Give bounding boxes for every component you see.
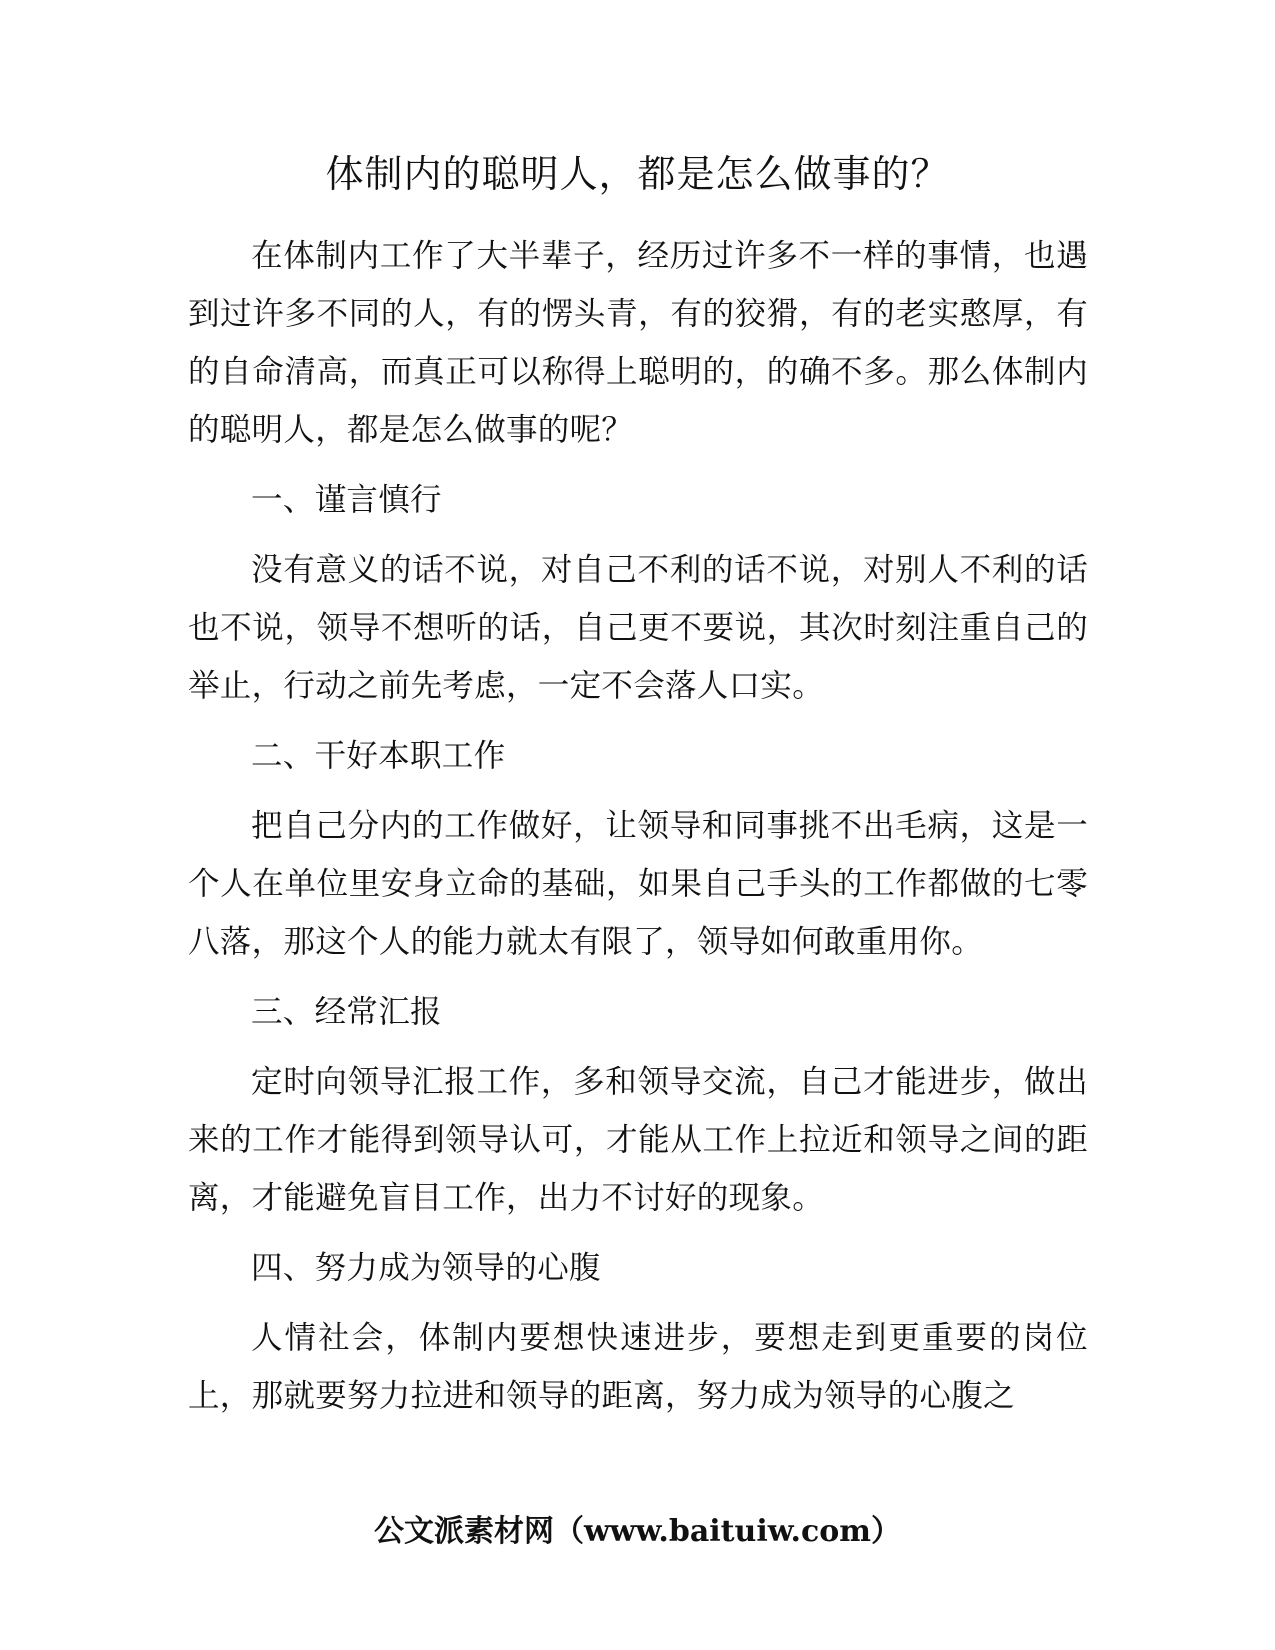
section-body-2: 把自己分内的工作做好，让领导和同事挑不出毛病，这是一个人在单位里安身立命的基础，如果自己手头的工作都做的七零八落，那这个人的能力就太有限了，领导如何敢重用你。	[188, 808, 1088, 960]
page-title: 体制内的聪明人，都是怎么做事的？	[325, 152, 950, 196]
intro-paragraph: 在体制内工作了大半辈子，经历过许多不一样的事情，也遇到过许多不同的人，有的愣头青，有的狡猾，有的老实憨厚，有的自命清高，而真正可以称得上聪明的，的确不多。那么体制内的聪明人，都是怎么做事的呢？	[188, 238, 1088, 448]
section-heading-1: 一、谨言慎行	[251, 482, 442, 518]
section-body-4: 人情社会，体制内要想快速进步，要想走到更重要的岗位上，那就要努力拉进和领导的距离，努力成为领导的心腹之	[188, 1320, 1088, 1414]
section-heading-2: 二、干好本职工作	[251, 738, 506, 774]
section-heading-4: 四、努力成为领导的心腹	[251, 1250, 601, 1286]
document-body	[188, 227, 1088, 1437]
section-body-1: 没有意义的话不说，对自己不利的话不说，对别人不利的话也不说，领导不想听的话，自己更不要说，其次时刻注重自己的举止，行动之前先考虑，一定不会落人口实。	[188, 552, 1088, 704]
section-heading-3: 三、经常汇报	[251, 994, 442, 1030]
footer-watermark: 公文派素材网（www.baituiw.com）	[373, 1514, 902, 1549]
section-body-3: 定时向领导汇报工作，多和领导交流，自己才能进步，做出来的工作才能得到领导认可，才能从工作上拉近和领导之间的距离，才能避免盲目工作，出力不讨好的现象。	[188, 1064, 1088, 1216]
